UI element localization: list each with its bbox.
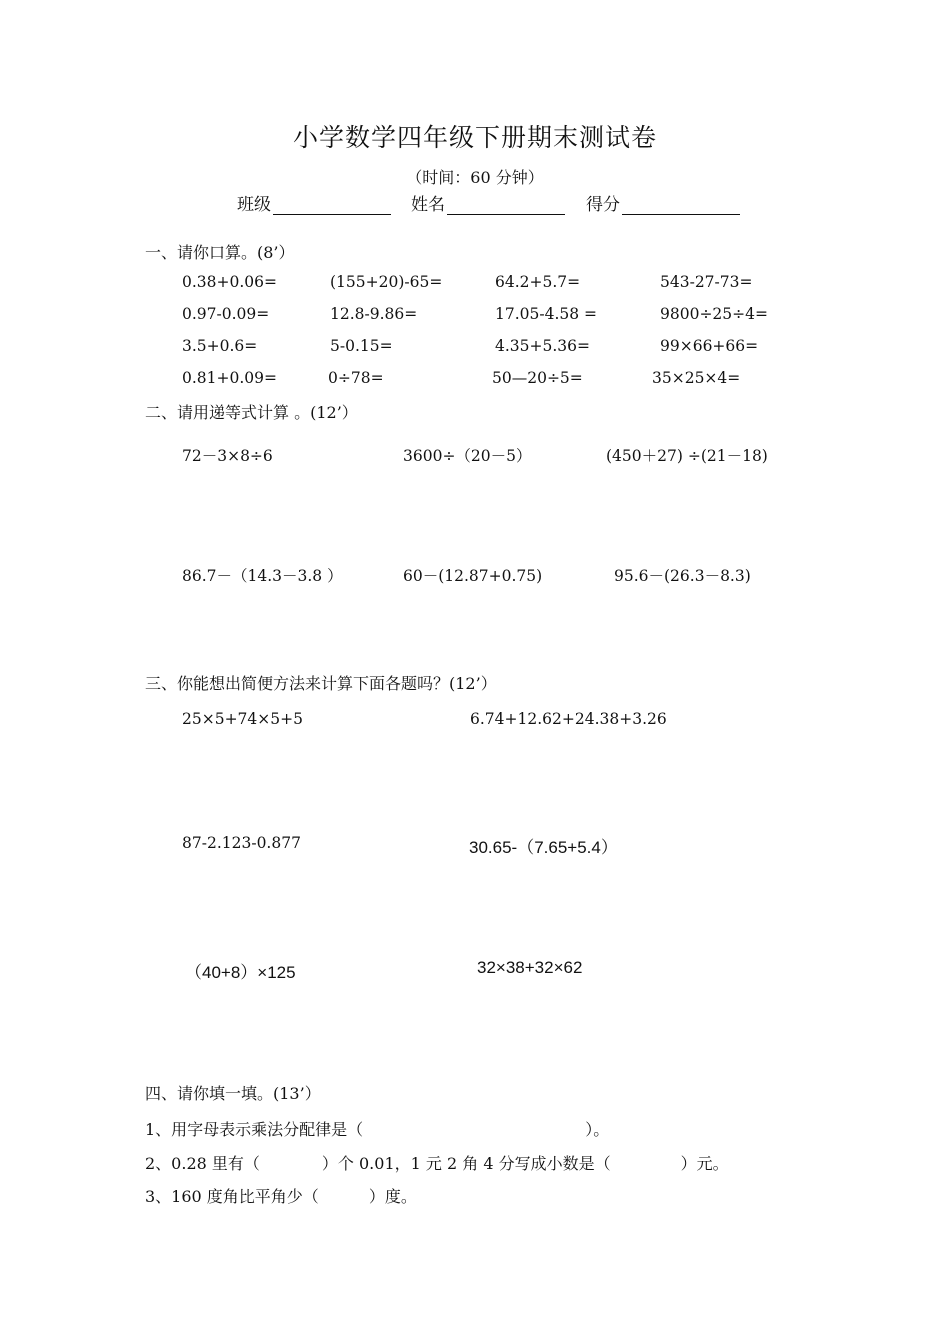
page-title: 小学数学四年级下册期末测试卷 (292, 123, 657, 152)
class-blank[interactable] (273, 196, 391, 215)
fill-question-1 (145, 1117, 609, 1140)
q3-end: ）度。 (368, 1187, 417, 1206)
stepwise-item: 60－(12.87+0.75) (403, 567, 543, 585)
stepwise-item: 3600÷（20－5） (403, 447, 532, 465)
simplify-item: （40+8）×125 (185, 963, 296, 982)
mental-item: 3.5+0.6= (182, 337, 258, 355)
stepwise-item: (450＋27) ÷(21－18) (606, 447, 768, 465)
mental-item: 0.97-0.09= (182, 305, 270, 323)
section2-heading: 二、请用递等式计算 。(12’） (145, 403, 358, 422)
fill-question-2 (145, 1151, 729, 1174)
mental-item: 0.38+0.06= (182, 273, 277, 291)
time-limit: （时间：60 分钟） (406, 168, 544, 187)
name-blank[interactable] (447, 196, 565, 215)
mental-item: 543-27-73= (660, 273, 753, 291)
q1-text: 1、用字母表示乘法分配律是（ (145, 1120, 364, 1139)
q2-middle: ）个 0.01，1 元 2 角 4 分写成小数是（ (321, 1154, 611, 1173)
section3-heading: 三、你能想出简便方法来计算下面各题吗？(12’） (145, 674, 497, 693)
score-label: 得分 (586, 195, 620, 215)
mental-item: 4.35+5.36= (495, 337, 590, 355)
simplify-item: 87-2.123-0.877 (182, 834, 301, 852)
name-label: 姓名 (411, 195, 445, 215)
mental-item: 17.05-4.58 = (495, 305, 598, 323)
mental-item: 99×66+66= (660, 337, 759, 355)
q2-text: 2、0.28 里有（ (145, 1154, 260, 1173)
section4-heading: 四、请你填一填。(13’） (145, 1084, 321, 1103)
mental-item: 35×25×4= (652, 369, 741, 387)
mental-item: 9800÷25÷4= (660, 305, 768, 323)
section1-heading: 一、请你口算。(8’） (145, 243, 295, 262)
score-blank[interactable] (622, 196, 740, 215)
class-label: 班级 (237, 195, 271, 215)
fill-question-3 (145, 1184, 417, 1207)
mental-item: (155+20)-65= (330, 273, 443, 291)
name-field (411, 190, 565, 215)
simplify-item: 25×5+74×5+5 (182, 710, 303, 728)
mental-item: 0÷78= (328, 369, 384, 387)
mental-item: 12.8-9.86= (330, 305, 418, 323)
q3-text: 3、160 度角比平角少（ (145, 1187, 319, 1206)
simplify-item: 32×38+32×62 (477, 958, 583, 977)
stepwise-item: 72－3×8÷6 (182, 447, 273, 465)
class-field (237, 190, 391, 215)
stepwise-item: 95.6－(26.3－8.3) (614, 567, 751, 585)
simplify-item: 6.74+12.62+24.38+3.26 (470, 710, 667, 728)
q1-end: ）。 (585, 1120, 610, 1139)
score-field (586, 190, 740, 215)
simplify-item: 30.65-（7.65+5.4） (469, 838, 618, 857)
mental-item: 0.81+0.09= (182, 369, 277, 387)
mental-item: 50—20÷5= (492, 369, 583, 387)
q2-end: ）元。 (680, 1154, 729, 1173)
mental-item: 64.2+5.7= (495, 273, 581, 291)
mental-item: 5-0.15= (330, 337, 393, 355)
stepwise-item: 86.7－（14.3－3.8 ） (182, 567, 343, 585)
